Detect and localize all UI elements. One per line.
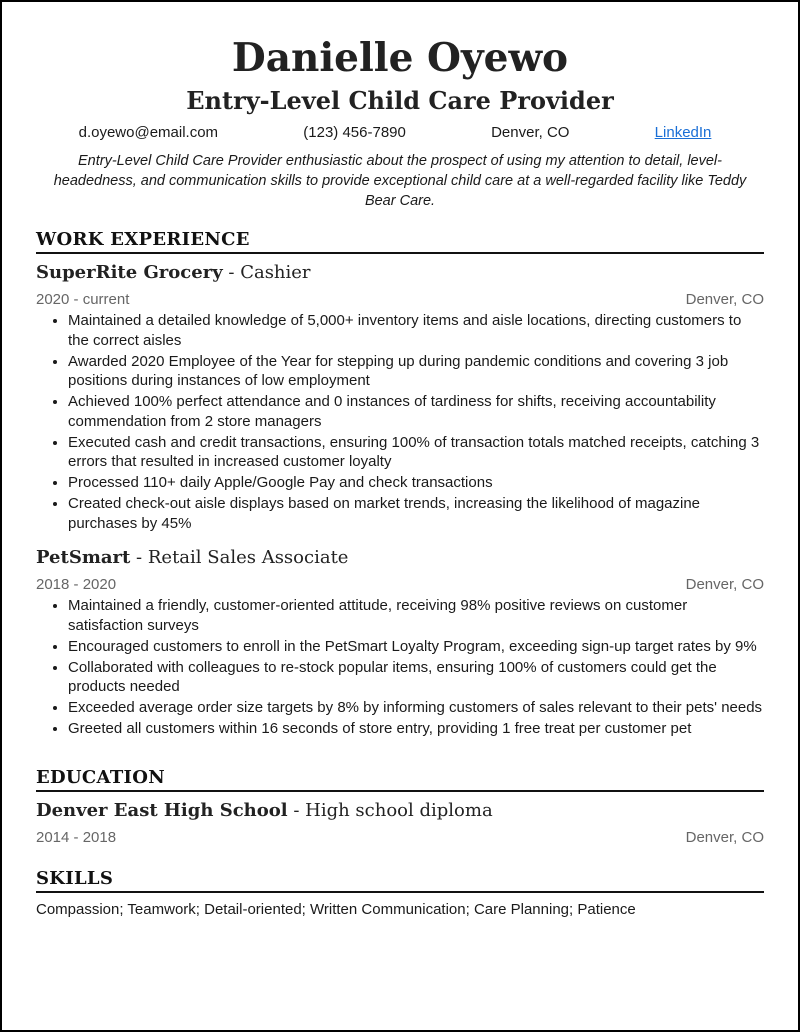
- job-company: PetSmart: [36, 547, 131, 568]
- contact-phone: (123) 456-7890: [303, 124, 406, 141]
- job-company: SuperRite Grocery: [36, 262, 223, 283]
- linkedin-link[interactable]: LinkedIn: [654, 124, 712, 141]
- job-role: Cashier: [240, 262, 311, 283]
- jobs-list: [36, 260, 764, 739]
- job-dates: 2020 - current: [36, 291, 130, 308]
- contact-row: [36, 124, 764, 141]
- bullet-item: • Greeted all customers within 16 seconds of store entry, providing 1 free treat per customer pet: [68, 719, 764, 739]
- education-degree: High school diploma: [305, 799, 493, 821]
- education-location: Denver, CO: [685, 828, 764, 846]
- job-separator: -: [222, 262, 241, 283]
- bullet-item: • Executed cash and credit transactions, ensuring 100% of transaction totals matched receipts, catching 3 errors that resulted in increased customer loyalty: [68, 433, 764, 472]
- bullet-item: • Processed 110+ daily Apple/Google Pay and check transactions: [68, 473, 764, 493]
- job-meta: [36, 575, 764, 595]
- job-bullets: [36, 596, 764, 739]
- contact-email: d.oyewo@email.com: [78, 124, 219, 141]
- education-separator: -: [287, 799, 306, 821]
- job-header: [36, 545, 764, 571]
- bullet-item: • Maintained a detailed knowledge of 5,000+ inventory items and aisle locations, directing customers to the correct aisles: [68, 311, 764, 350]
- job-entry: [36, 545, 764, 739]
- education-dates: 2014 - 2018: [36, 828, 117, 846]
- section-heading-education: EDUCATION: [36, 767, 764, 792]
- education-header: [36, 798, 764, 824]
- bullet-item: • Collaborated with colleagues to re-stock popular items, ensuring 100% of customers could get the products needed: [68, 658, 764, 697]
- bullet-item: • Maintained a friendly, customer-oriented attitude, receiving 98% positive reviews on customer satisfaction surveys: [68, 596, 764, 635]
- job-meta: [36, 290, 764, 310]
- job-dates: 2018 - 2020: [36, 576, 117, 593]
- bullet-item: • Exceeded average order size targets by 8% by informing customers of sales relevant to their pets' needs: [68, 698, 764, 718]
- skills-list: Compassion; Teamwork; Detail-oriented; Written Communication; Care Planning; Patience: [36, 900, 636, 918]
- education-entry: [36, 798, 764, 848]
- job-entry: [36, 260, 764, 533]
- bullet-item: • Encouraged customers to enroll in the PetSmart Loyalty Program, exceeding sign-up target rates by 9%: [68, 637, 764, 657]
- job-header: [36, 260, 764, 286]
- summary: Entry-Level Child Care Provider enthusiastic about the prospect of using my attention to detail, level-headedness, and communication skills to provide exceptional child care at a well-regarded facility like Teddy Bear Care.: [53, 153, 747, 209]
- contact-location: Denver, CO: [491, 124, 570, 141]
- job-bullets: [36, 311, 764, 533]
- job-separator: -: [130, 547, 148, 568]
- job-location: Denver, CO: [685, 576, 764, 593]
- education-meta: [36, 828, 764, 848]
- section-heading-skills: SKILLS: [36, 868, 764, 893]
- candidate-name: Danielle Oyewo: [231, 35, 569, 81]
- bullet-item: • Awarded 2020 Employee of the Year for stepping up during pandemic conditions and covering 3 job positions during instances of low employment: [68, 352, 764, 391]
- bullet-item: • Created check-out aisle displays based on market trends, increasing the likelihood of magazine purchases by 45%: [68, 494, 764, 533]
- section-heading-work: WORK EXPERIENCE: [36, 229, 764, 254]
- job-title: Entry-Level Child Care Provider: [186, 86, 614, 115]
- bullet-item: • Achieved 100% perfect attendance and 0 instances of tardiness for shifts, receiving accountability commendation from 2 store managers: [68, 392, 764, 431]
- job-location: Denver, CO: [685, 291, 764, 308]
- job-role: Retail Sales Associate: [147, 547, 349, 568]
- education-school: Denver East High School: [36, 799, 288, 821]
